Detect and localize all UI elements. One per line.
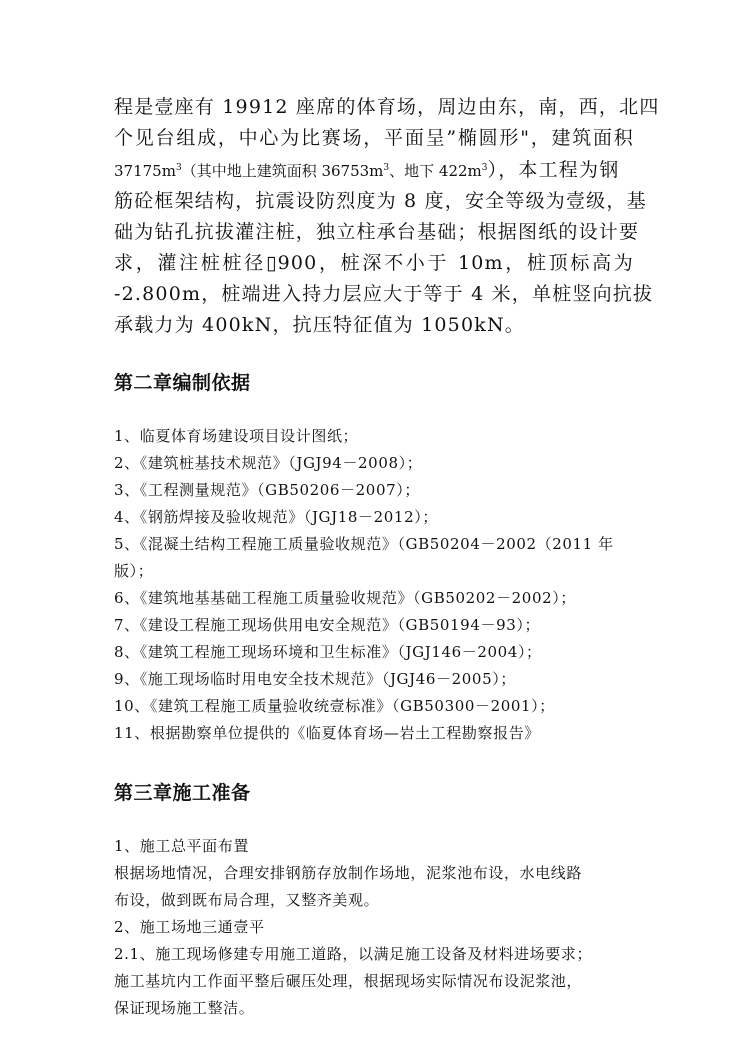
prep-line-5: 2.1、施工现场修建专用施工道路，以满足施工设备及材料进场要求；: [114, 945, 593, 963]
intro-line-7: -2.800m，桩端进入持力层应大于等于 4 米，单桩竖向抗拔: [114, 283, 654, 305]
intro-line-4: 筋砼框架结构，抗震设防烈度为 8 度，安全等级为壹级，基: [114, 190, 647, 212]
intro-line-3-tail: ），本工程为钢: [487, 159, 620, 181]
intro-line-5: 础为钻孔抗拔灌注桩，独立柱承台基础；根据图纸的设计要: [114, 221, 640, 243]
sup-2: 3: [383, 163, 390, 173]
ref-item-10: 10、《建筑工程施工质量验收统壹标准》（GB50300－2001）；: [114, 697, 555, 715]
sup-1: 3: [175, 163, 182, 173]
ref-item-7: 7、《建设工程施工现场供用电安全规范》（GB50194－93）；: [114, 616, 541, 634]
ref-item-6: 6、《建筑地基基础工程施工质量验收规范》（GB50202－2002）；: [114, 589, 576, 607]
prep-line-4: 2、施工场地三通壹平: [114, 918, 265, 936]
chapter-2-title: 第二章编制依据: [114, 372, 251, 394]
prep-line-1: 1、施工总平面布置: [114, 837, 249, 855]
intro-line-8: 承载力为 400kN，抗压特征值为 1050kN。: [114, 314, 525, 336]
ref-item-5: 5、《混凝土结构工程施工质量验收规范》（GB50204－2002（2011 年: [114, 535, 614, 553]
ref-item-5-cont: 版）；: [114, 562, 154, 580]
ref-item-9: 9、《施工现场临时用电安全技术规范》（JGJ46－2005）；: [114, 670, 516, 688]
area-above: （其中地上建筑面积 36753m: [181, 162, 384, 180]
sup-3: 3: [481, 163, 488, 173]
ref-item-2: 2、《建筑桩基技术规范》（JGJ94－2008）；: [114, 454, 423, 472]
ref-item-11: 11、根据勘察单位提供的《临夏体育场—岩土工程勘察报告》: [114, 724, 540, 742]
ref-item-8: 8、《建筑工程施工现场环境和卫生标准》（JGJ146－2004）；: [114, 643, 542, 661]
intro-line-1: 程是壹座有 19912 座席的体育场，周边由东，南，西，北四: [114, 96, 660, 118]
chapter-3-title: 第三章施工准备: [114, 782, 251, 804]
ref-item-1: 1、临夏体育场建设项目设计图纸；: [114, 427, 359, 445]
intro-line-2: 个见台组成，中心为比赛场，平面呈”椭圆形"，建筑面积: [114, 127, 634, 149]
prep-line-2: 根据场地情况，合理安排钢筋存放制作场地，泥浆池布设，水电线路: [114, 864, 583, 882]
prep-line-6: 施工基坑内工作面平整后碾压处理，根据现场实际情况布设泥浆池，: [114, 972, 583, 990]
intro-line-3: [114, 155, 634, 182]
intro-line-6: 求，灌注桩桩径▯900，桩深不小于 10m，桩顶标高为: [114, 252, 634, 274]
ref-item-4: 4、《钢筋焊接及验收规范》（JGJ18－2012）；: [114, 508, 438, 526]
prep-line-3: 布设，做到既布局合理，又整齐美观。: [114, 891, 380, 909]
ref-item-3: 3、《工程测量规范》（GB50206－2007）；: [114, 481, 420, 499]
area-total: 37175m: [114, 162, 176, 180]
area-below: 、地下 422m: [389, 162, 482, 180]
prep-line-7: 保证现场施工整洁。: [114, 999, 255, 1017]
